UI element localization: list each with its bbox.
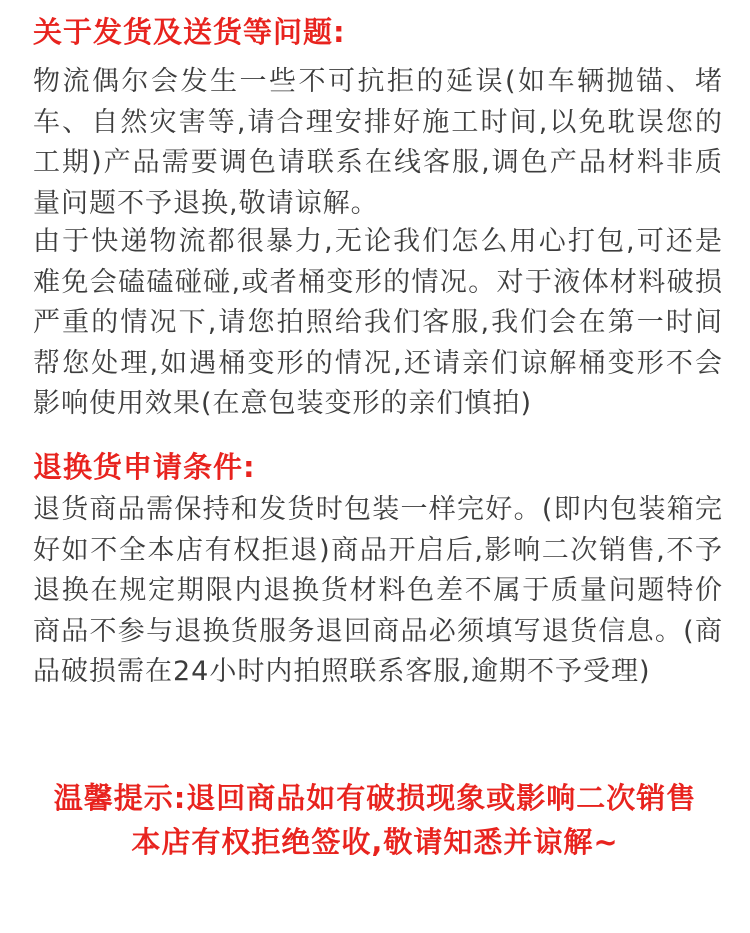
shipping-damage-paragraph: 由于快递物流都很暴力,无论我们怎么用心打包,可还是难免会磕磕碰碰,或者桶变形的情况。对于液体材料破损严重的情况下,请您拍照给我们客服,我们会在第一时间帮您处理,如遇桶变形的情况,还请亲们谅解桶变形不会影响使用效果(在意包装变形的亲们慎拍) [33, 226, 723, 419]
warm-reminder-notice [20, 776, 730, 864]
warm-reminder-line-1: 温馨提示:退回商品如有破损现象或影响二次销售 [53, 781, 697, 815]
returns-section-title: 退换货申请条件: [33, 450, 256, 484]
warm-reminder-line-2: 本店有权拒绝签收,敬请知悉并谅解~ [131, 825, 619, 859]
returns-conditions-paragraph: 退货商品需保持和发货时包装一样完好。(即内包装箱完好如不全本店有权拒退)商品开启后,影响二次销售,不予退换在规定期限内退换货材料色差不属于质量问题特价商品不参与退换货服务退回商品必须填写退货信息。(商品破损需在24小时内拍照联系客服,逾期不予受理) [33, 494, 723, 687]
shipping-delay-paragraph: 物流偶尔会发生一些不可抗拒的延误(如车辆抛锚、堵车、自然灾害等,请合理安排好施工时间,以免耽误您的工期)产品需要调色请联系在线客服,调色产品材料非质量问题不予退换,敬请谅解。 [33, 66, 723, 219]
shipping-section-title: 关于发货及送货等问题: [33, 15, 346, 49]
